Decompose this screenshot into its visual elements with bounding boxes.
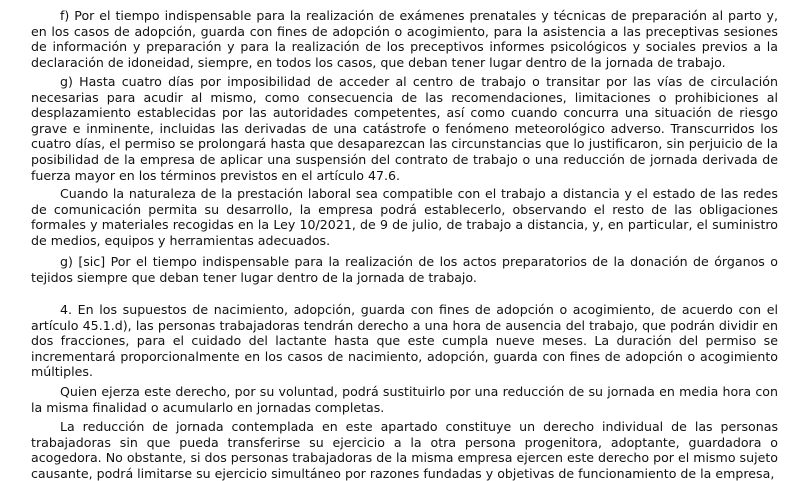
paragraph-remote-work: Cuando la naturaleza de la prestación laboral sea compatible con el trabajo a distancia y el estado de las redes de comunicación permita su desarrollo, la empresa podrá establecerlo, observando el resto de las obligaciones formales y materiales recogidas en la Ley 10/2021, de 9 de julio, de trabajo a distancia, y, en particular, el suministro de medios, equipos y herramientas adecuados. [31, 186, 778, 248]
paragraph-g-sic-organ-donation: g) [sic] Por el tiempo indispensable para la realización de los actos preparatorios de la donación de órganos o tejidos siempre que deban tener lugar dentro de la jornada de trabajo. [31, 254, 778, 285]
paragraph-f-prenatal-exams: f) Por el tiempo indispensable para la realización de exámenes prenatales y técnicas de preparación al parto y, en los casos de adopción, guarda con fines de adopción o acogimiento, para la asistencia a las preceptivas sesiones de información y preparación y para la realización de los preceptivos informes psicológicos y sociales previos a la declaración de idoneidad, siempre, en todos los casos, que deban tener lugar dentro de la jornada de trabajo. [31, 8, 778, 70]
paragraph-4-breastfeeding-leave: 4. En los supuestos de nacimiento, adopción, guarda con fines de adopción o acogimiento, de acuerdo con el artículo 45.1.d), las personas trabajadoras tendrán derecho a una hora de ausencia del trabajo, que podrán dividir en dos fracciones, para el cuidado del lactante hasta que este cumpla nueve meses. La duración del permiso se incrementará proporcionalmente en los casos de nacimiento, adopción, guarda con fines de adopción o acogimiento múltiples. [31, 302, 778, 380]
paragraph-g-access-impossibility: g) Hasta cuatro días por imposibilidad de acceder al centro de trabajo o transitar por las vías de circulación necesarias para acudir al mismo, como consecuencia de las recomendaciones, limitaciones o prohibiciones al desplazamiento establecidas por las autoridades competentes, así como cuando concurra una situación de riesgo grave e inminente, incluidas las derivadas de una catástrofe o fenómeno meteorológico adverso. Transcurridos los cuatro días, el permiso se prolongará hasta que desaparezcan las circunstancias que lo justificaron, sin perjuicio de la posibilidad de la empresa de aplicar una suspensión del contrato de trabajo o una reducción de jornada derivada de fuerza mayor en los términos previstos en el artículo 47.6. [31, 74, 778, 183]
paragraph-reduction-substitution: Quien ejerza este derecho, por su voluntad, podrá sustituirlo por una reducción de su jornada en media hora con la misma finalidad o acumularlo en jornadas completas. [31, 384, 778, 415]
paragraph-individual-right: La reducción de jornada contemplada en este apartado constituye un derecho individual de las personas trabajadoras sin que pueda transferirse su ejercicio a la otra persona progenitora, adoptante, guardadora o acogedora. No obstante, si dos personas trabajadoras de la misma empresa ejercen este derecho por el mismo sujeto causante, podrá limitarse su ejercicio simultáneo por razones fundadas y objetivas de funcionamiento de la empresa, [31, 419, 778, 481]
